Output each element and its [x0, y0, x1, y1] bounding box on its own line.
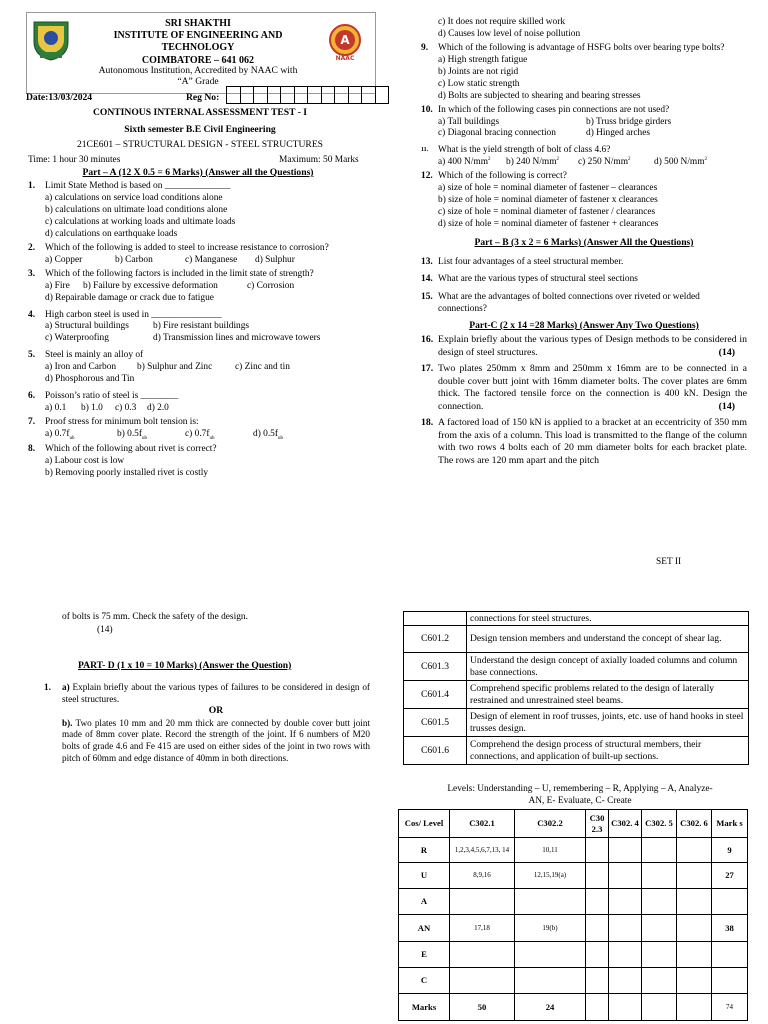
option-d: d) Bolts are subjected to shearing and bearing stresses	[438, 90, 641, 101]
q-text: Which of the following about rivet is correct?	[45, 444, 217, 455]
levels-note: Levels: Understanding – U, remembering – R, Applying – A, Analyze-AN, E- Evaluate, C- Create	[447, 784, 713, 806]
q-text: List four advantages of a steel structural member.	[438, 257, 624, 268]
option-a: a) size of hole = nominal diameter of fastener – clearances	[438, 183, 658, 194]
q-text: Proof stress for minimum bolt tension is:	[45, 417, 199, 428]
q-text: What are the advantages of bolted connections over riveted or welded connections?	[438, 292, 700, 315]
option-b: b) size of hole = nominal diameter of fastener x clearances	[438, 195, 658, 206]
q-number: 2.	[28, 242, 36, 253]
option-c: c) size of hole = nominal diameter of fastener / clearances	[438, 207, 656, 218]
question-17	[421, 363, 747, 413]
q-text: What are the various types of structural steel sections	[438, 274, 638, 285]
option-d: d) 500 $N/mm^2$	[654, 157, 708, 168]
question-12	[421, 171, 747, 231]
question-4	[28, 310, 368, 346]
option-c: c) calculations at working loads and ultimate loads	[45, 216, 236, 227]
naac-logo-text: NAAC	[335, 55, 355, 62]
q-number: 18.	[421, 417, 434, 429]
option-c: c) Zinc and tin	[235, 362, 290, 373]
table-row: C601.6 Comprehend the design process of structural members, their connections, and application of built-up sections.	[404, 737, 749, 765]
option-c: c) Corrosion	[247, 280, 295, 291]
q-text: A factored load of 150 kN is applied to a bracket at an eccentricity of 350 mm from the axis of a column. This load is transmitted to the flange of the column with two rows 4 bolts each of 20 mm diameter bolts for each bracket plate. The rows are 120 mm apart and the pitch	[438, 417, 747, 466]
question-11	[421, 145, 747, 169]
table-row: C601.3 Understand the design concept of axially loaded columns and column base connections.	[404, 653, 749, 681]
option-a: a) Iron and Carbon	[45, 362, 117, 373]
option-c: c) Manganese	[185, 254, 238, 265]
table-row: A	[399, 889, 748, 915]
option-b: b) Sulphur and Zinc	[137, 362, 213, 373]
header-box	[26, 12, 376, 94]
institute-city: COIMBATORE – 641 062	[141, 54, 255, 66]
test-title: CONTINOUS INTERNAL ASSESSMENT TEST - I	[92, 107, 308, 118]
q-number: 12.	[421, 171, 433, 182]
table-row: U 8,9,16 12,15,19(a) 27	[399, 863, 748, 889]
part-d-question	[44, 682, 370, 764]
institute-name-line3: TECHNOLOGY	[161, 42, 235, 54]
q-text: Poisson’s ratio of steel is ________	[45, 391, 179, 402]
option-b: b) Removing poorly installed rivet is costly	[45, 468, 209, 479]
question-8	[28, 444, 368, 480]
option-a: a) Labour cost is low	[45, 456, 125, 467]
q-text: Which of the following is advantage of HSFG bolts over bearing type bolts?	[438, 42, 725, 53]
option-d: d) Hinged arches	[586, 128, 651, 139]
q-number: 11.	[421, 147, 429, 154]
max-marks: Maximum: 50 Marks	[279, 155, 359, 165]
option-b: b) 1.0	[81, 403, 103, 414]
question-18-marks: (14)	[97, 625, 113, 635]
question-7	[28, 417, 368, 442]
sub-a-label: a)	[62, 682, 70, 692]
q-marks: (14)	[718, 400, 735, 412]
q-text: Which of the following is correct?	[438, 171, 567, 182]
institute-grade: “A” Grade	[177, 76, 219, 88]
course-title: 21CE601 – STRUCTURAL DESIGN - STEEL STRUCTURES	[76, 139, 324, 150]
option-b: b) Joints are not rigid	[438, 66, 519, 77]
q8-option-d: d) Causes low level of noise pollution	[438, 28, 581, 39]
q-number: 7.	[28, 417, 36, 428]
question-14	[421, 274, 747, 286]
sub-a-text: Explain briefly about the various types of failures to be considered in design of steel structures.	[62, 682, 370, 704]
q-number: 15.	[421, 292, 433, 303]
or-separator: OR	[208, 705, 224, 717]
question-10	[421, 105, 747, 141]
option-a: a) Structural buildings	[45, 321, 129, 332]
q-text: What is the yield strength of bolt of class 4.6?	[438, 145, 611, 156]
course-outcome-table	[403, 611, 749, 765]
part-b-heading: Part – B (3 x 2 = 6 Marks) (Answer All the Questions)	[474, 237, 694, 249]
q-number: 9.	[421, 42, 429, 53]
question-9	[421, 43, 747, 103]
question-18	[421, 417, 747, 467]
reg-no-boxes[interactable]	[226, 86, 389, 103]
question-13	[421, 257, 747, 269]
option-a: a) High strength fatigue	[438, 54, 528, 65]
question-1	[28, 181, 368, 241]
q-number: 13.	[421, 257, 433, 268]
option-b: b) Fire resistant buildings	[153, 321, 250, 332]
option-a: a) 400 $N/mm^2$	[438, 157, 491, 168]
option-c: c) Waterproofing	[45, 333, 109, 344]
part-c-heading: Part-C (2 x 14 =28 Marks) (Answer Any Two Questions)	[469, 319, 699, 331]
option-b: b) Failure by excessive deformation	[83, 280, 218, 291]
q-number: 10.	[421, 104, 433, 115]
option-d: d) Repairable damage or crack due to fatigue	[45, 292, 214, 303]
option-d: d) $0.5f_{ub}$	[253, 428, 283, 441]
sub-b-label: b).	[62, 717, 73, 728]
question-16	[421, 334, 747, 359]
q-text: Which of the following is added to steel to increase resistance to corrosion?	[45, 242, 329, 253]
semester: Sixth semester B.E Civil Engineering	[124, 124, 276, 135]
table-row: C601.2 Design tension members and understand the concept of shear lag.	[404, 626, 749, 653]
q-text: Steel is mainly an alloy of	[45, 350, 144, 361]
option-d: d) calculations on earthquake loads	[45, 228, 178, 239]
part-a-heading: Part – A (12 X 0.5 = 6 Marks) (Answer all the Questions)	[82, 167, 314, 178]
q-number: 16.	[421, 334, 434, 346]
reg-no-label: Reg No:	[186, 92, 220, 103]
q-number: 3.	[28, 268, 36, 279]
option-a: a) calculations on service load conditions alone	[45, 193, 223, 204]
q-marks: (14)	[718, 346, 735, 358]
option-c: c) 250 $N/mm^2$	[578, 157, 631, 168]
question-5	[28, 350, 368, 386]
option-a: a) 0.1	[45, 403, 67, 414]
option-c: c) Diagonal bracing connection	[438, 128, 556, 139]
option-b: b) 240 $N/mm^2$	[506, 157, 560, 168]
table-row: AN 17,18 19(b) 38	[399, 915, 748, 942]
option-a: a) Copper	[45, 254, 83, 265]
q-number: 5.	[28, 350, 36, 361]
q-number: 1.	[28, 181, 36, 192]
option-d: d) Transmission lines and microwave towers	[153, 333, 321, 344]
institute-name-line1: SRI SHAKTHI	[165, 18, 231, 29]
option-b: b) calculations on ultimate load conditions alone	[45, 205, 228, 216]
option-c: c) Low static strength	[438, 78, 520, 89]
q-number: 1.	[44, 682, 51, 692]
q-text: Two plates 250mm x 8mm and 250mm x 16mm are to be connected in a double cover butt joint with 16mm diameter bolts. The cover plates are 6mm thick. The factored tensile force on the connection is 400 kN. Design the connection. (14)	[438, 363, 747, 412]
q8-option-c: c) It does not require skilled work	[438, 17, 566, 27]
exam-date: Date:13/03/2024	[26, 92, 93, 103]
question-18-continued: of bolts is 75 mm. Check the safety of the design.	[62, 612, 248, 622]
option-b: b) Truss bridge girders	[586, 116, 672, 127]
sub-b-text: Two plates 10 mm and 20 mm thick are connected by double cover butt joint made of 8mm cover plate. Record the strength of the joint. If 6 numbers of M20 bolts of grade 4.6 and Fe 415 are used on either sides of the joint in two rows with pitch of 60mm and edge distance of 40mm in both directions.	[62, 717, 370, 763]
naac-logo-letter: A	[340, 33, 350, 47]
question-2	[28, 243, 368, 267]
question-6	[28, 391, 368, 415]
question-3	[28, 269, 368, 305]
option-a: a) $0.7f_{ub}$	[45, 428, 75, 441]
q-text: In which of the following cases pin connections are not used?	[438, 104, 670, 115]
exam-time: Time: 1 hour 30 minutes	[28, 155, 121, 165]
q-text: Limit State Method is based on ______________	[45, 181, 231, 192]
option-d: d) Phosphorous and Tin	[45, 374, 135, 385]
institute-name-line2: INSTITUTE OF ENGINEERING AND	[113, 30, 283, 42]
option-d: d) 2.0	[147, 403, 169, 414]
table-row: Marks 50 24 74	[399, 994, 748, 1021]
question-15	[421, 292, 747, 316]
q-number: 4.	[28, 309, 36, 320]
q-number: 17.	[421, 363, 434, 375]
q-text: Explain briefly about the various types of Design methods to be considered in design of steel structures. (14)	[438, 334, 747, 358]
q-number: 14.	[421, 274, 433, 285]
set-label: SET II	[656, 557, 682, 567]
table-row: C	[399, 968, 748, 994]
q-number: 6.	[28, 391, 36, 402]
table-row: E	[399, 942, 748, 968]
q-text: High carbon steel is used in _______________	[45, 309, 222, 320]
part-d-heading: PART- D (1 x 10 = 10 Marks) (Answer the Question)	[78, 660, 292, 671]
option-a: a) Tall buildings	[438, 116, 500, 127]
levels-table	[398, 809, 748, 1021]
option-b: b) $0.5f_{ub}$	[117, 428, 147, 441]
option-a: a) Fire	[45, 280, 70, 291]
q-number: 8.	[28, 444, 36, 455]
option-d: d) Sulphur	[255, 254, 295, 265]
institute-accreditation: Autonomous Institution, Accredited by NAAC with	[98, 65, 298, 76]
option-c: c) $0.7f_{ub}$	[185, 428, 215, 441]
option-c: c) 0.3	[115, 403, 137, 414]
table-row: C601.4 Comprehend specific problems related to the design of laterally restrained and unrestrained steel beams.	[404, 681, 749, 709]
table-header-row: Cos/ Level C302.1 C302.2 C30 2.3 C302. 4 C302. 5 C302. 6 Mark s	[399, 810, 748, 838]
table-row: R 1,2,3,4,5,6,7,13, 14 10,11 9	[399, 838, 748, 863]
q-text: Which of the following factors is included in the limit state of strength?	[45, 268, 314, 279]
option-d: d) size of hole = nominal diameter of fastener + clearances	[438, 219, 659, 230]
table-row: C601.5 Design of element in roof trusses, joints, etc. use of hand hooks in steel trusses design.	[404, 709, 749, 737]
table-row: connections for steel structures.	[404, 612, 749, 626]
option-b: b) Carbon	[115, 254, 153, 265]
